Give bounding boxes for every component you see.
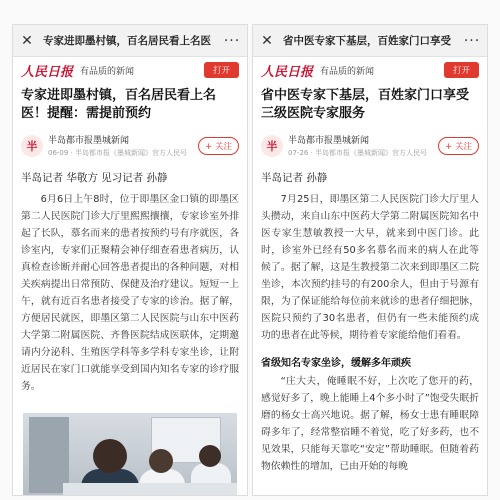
source-row <box>253 123 487 162</box>
article-paragraph: 6月6日上午8时，位于即墨区金口镇的即墨区第二人民医院门诊大厅里熙熙攘攘，专家诊室外排起了长队，慕名而来的患者按预约号有序就医，各诊室内，专家们正聚精会神仔细查看患者病历，认真检查诊断并耐心回答患者提出的各种问题，对相关疾病提出日常预防、保健及治疗建议。短短一上午，就有近百名患者接受了专家的诊治。据了解，方便居民就医，即墨区第二人民医院与山东中医药大学第二附属医院、齐鲁医院结成医联体，定期邀请内分泌科、生殖医学科等多学科专家坐诊，让附近居民在家门口就能享受到国内知名专家的诊疗服务。 <box>21 194 239 392</box>
brand-bar <box>13 57 247 83</box>
article-subheading: 省级知名专家坐诊，缓解多年顽疾 <box>261 358 411 369</box>
article-paragraph: “庄大夫，俺睡眠不好，上次吃了您开的药，感觉好多了，晚上能睡上4个多小时了”饱受失眠折磨的杨女士高兴地说。据了解，杨女士患有睡眠障碍多年了，经常整宿睡不着觉，吃了好多药，也不见效果，只能每天靠吃“安定”帮助睡眠。但随着药物依赖性的增加，已由开始的每晚 <box>261 376 479 472</box>
source-name[interactable]: 半岛都市报墨城新闻 <box>288 136 370 146</box>
more-icon[interactable]: ··· <box>463 32 481 49</box>
source-info <box>288 133 438 158</box>
source-avatar[interactable]: 半 <box>21 135 43 157</box>
open-app-button[interactable]: 打开 <box>204 62 239 78</box>
source-info <box>48 133 198 158</box>
source-meta: 06-09 · 半岛都市报《墨城新闻》官方人民号 <box>48 149 188 157</box>
top-bar-title: 专家进即墨村镇，百名居民看上名医 <box>43 35 211 47</box>
brand-slogan: 有品质的新闻 <box>80 66 135 77</box>
follow-button[interactable]: + 关注 <box>198 137 239 155</box>
source-row <box>13 123 247 162</box>
brand-slogan: 有品质的新闻 <box>320 66 375 77</box>
close-icon[interactable]: ✕ <box>21 32 33 49</box>
brand-logo: 人民日报 <box>21 64 74 80</box>
article-headline: 省中医专家下基层，百姓家门口享受三级医院专家服务 <box>261 88 470 121</box>
more-icon[interactable]: ··· <box>223 32 241 49</box>
brand-bar <box>253 57 487 83</box>
article-paragraph: 7月25日，即墨区第二人民医院门诊大厅里人头攒动，来自山东中医药大学第二附属医院知名中医专家生慧敏教授一大早，就来到中医门诊。此时，诊室外已经有50多名慕名而来的病人在此等候了。据了解，这是生教授第二次来到即墨区二院坐诊，本次预约挂号的有200余人，但由于号源有限，为了保证能给每位前来就诊的患者仔细把脉，医院只预约了30名患者，但仍有一些未能预约成功的患者在此等候，期待着专家能给他们看看。 <box>261 194 479 341</box>
top-bar-title: 省中医专家下基层，百姓家门口享受 <box>283 35 451 47</box>
source-name[interactable]: 半岛都市报墨城新闻 <box>48 136 130 146</box>
close-icon[interactable]: ✕ <box>261 32 273 49</box>
right-article-screen <box>252 24 488 496</box>
source-avatar[interactable]: 半 <box>261 135 283 157</box>
brand-logo: 人民日报 <box>261 64 314 80</box>
left-article-screen <box>12 24 248 496</box>
article-byline: 半岛记者 孙静 <box>261 172 328 184</box>
article-headline: 专家进即墨村镇，百名居民看上名医！提醒：需提前预约 <box>21 88 217 121</box>
article-photo <box>23 413 237 496</box>
follow-button[interactable]: + 关注 <box>438 137 479 155</box>
open-app-button[interactable]: 打开 <box>444 62 479 78</box>
top-bar <box>253 25 487 57</box>
source-meta: 07-26 · 半岛都市报《墨城新闻》官方人民号 <box>288 149 428 157</box>
article-byline: 半岛记者 华敬方 见习记者 孙静 <box>21 172 168 184</box>
top-bar <box>13 25 247 57</box>
